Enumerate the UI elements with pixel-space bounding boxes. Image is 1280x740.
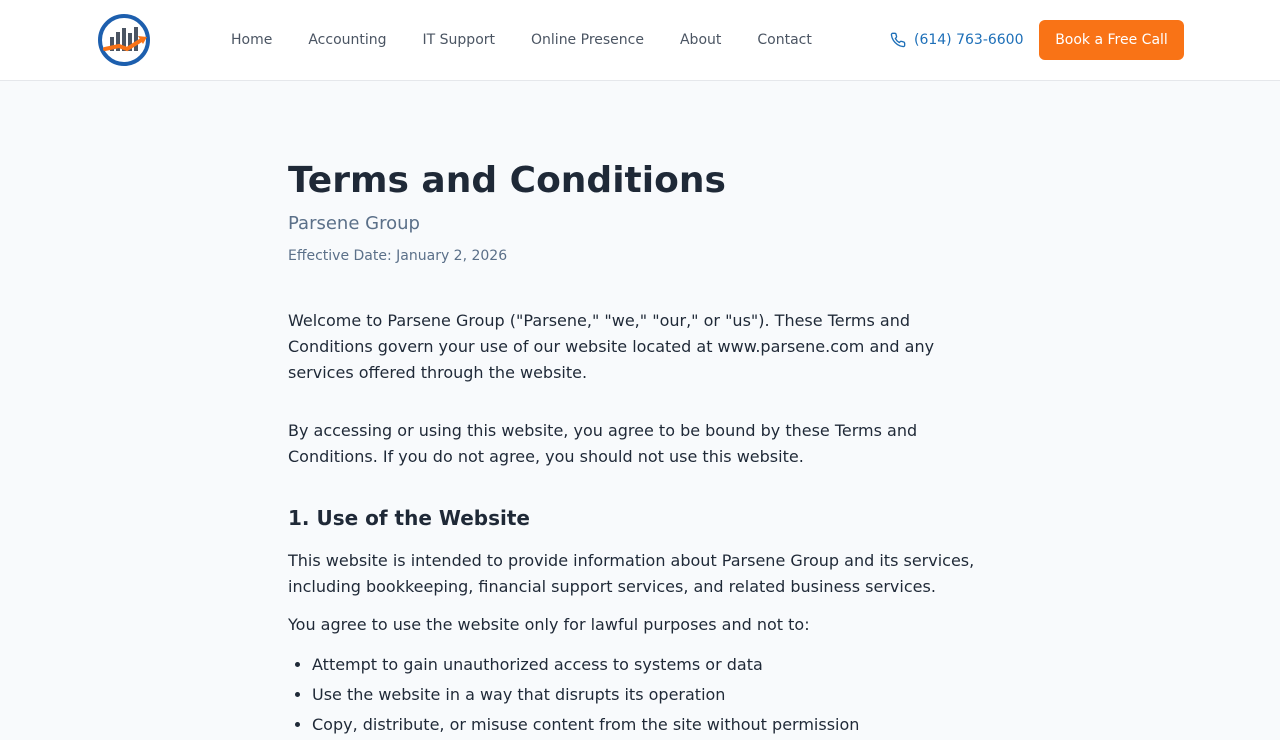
nav-home[interactable]: Home (231, 32, 273, 48)
intro-paragraph-2: By accessing or using this website, you agree to be bound by these Terms and Conditions. If you do not agree, you should not use this website. (288, 421, 918, 466)
nav-contact[interactable]: Contact (757, 32, 812, 48)
section-paragraph-2: You agree to use the website only for lawful purposes and not to: (288, 615, 810, 634)
section-paragraph-1: This website is intended to provide information about Parsene Group and its services, including bookkeeping, financial support services, and related business services. (288, 551, 975, 596)
section-heading-use: 1. Use of the Website (288, 506, 530, 530)
terms-content (288, 160, 992, 740)
effective-date: Effective Date: January 2, 2026 (288, 248, 508, 264)
site-header (0, 0, 1280, 81)
phone-number: (614) 763-6600 (914, 32, 1024, 48)
main-nav (213, 0, 830, 80)
logo-chart-icon[interactable] (97, 13, 153, 69)
phone-icon (890, 32, 906, 48)
list-item: • Attempt to gain unauthorized access to systems or data (312, 650, 992, 680)
company-name: Parsene Group (288, 213, 420, 234)
list-item: • Copy, distribute, or misuse content from the site without permission (312, 710, 992, 740)
intro-paragraph-1: Welcome to Parsene Group ("Parsene," "we," "our," or "us"). These Terms and Conditions govern your use of our website located at www.parsene.com and any services offered through the website. (288, 311, 935, 382)
prohibited-uses-list (288, 650, 992, 740)
book-call-button[interactable]: Book a Free Call (1039, 20, 1184, 60)
page-title: Terms and Conditions (288, 160, 726, 201)
nav-online-presence[interactable]: Online Presence (531, 32, 644, 48)
nav-about[interactable]: About (679, 32, 722, 48)
nav-it-support[interactable]: IT Support (422, 32, 496, 48)
list-item: • Use the website in a way that disrupts its operation (312, 680, 992, 710)
phone-link[interactable] (890, 29, 1024, 51)
nav-accounting[interactable]: Accounting (308, 32, 387, 48)
